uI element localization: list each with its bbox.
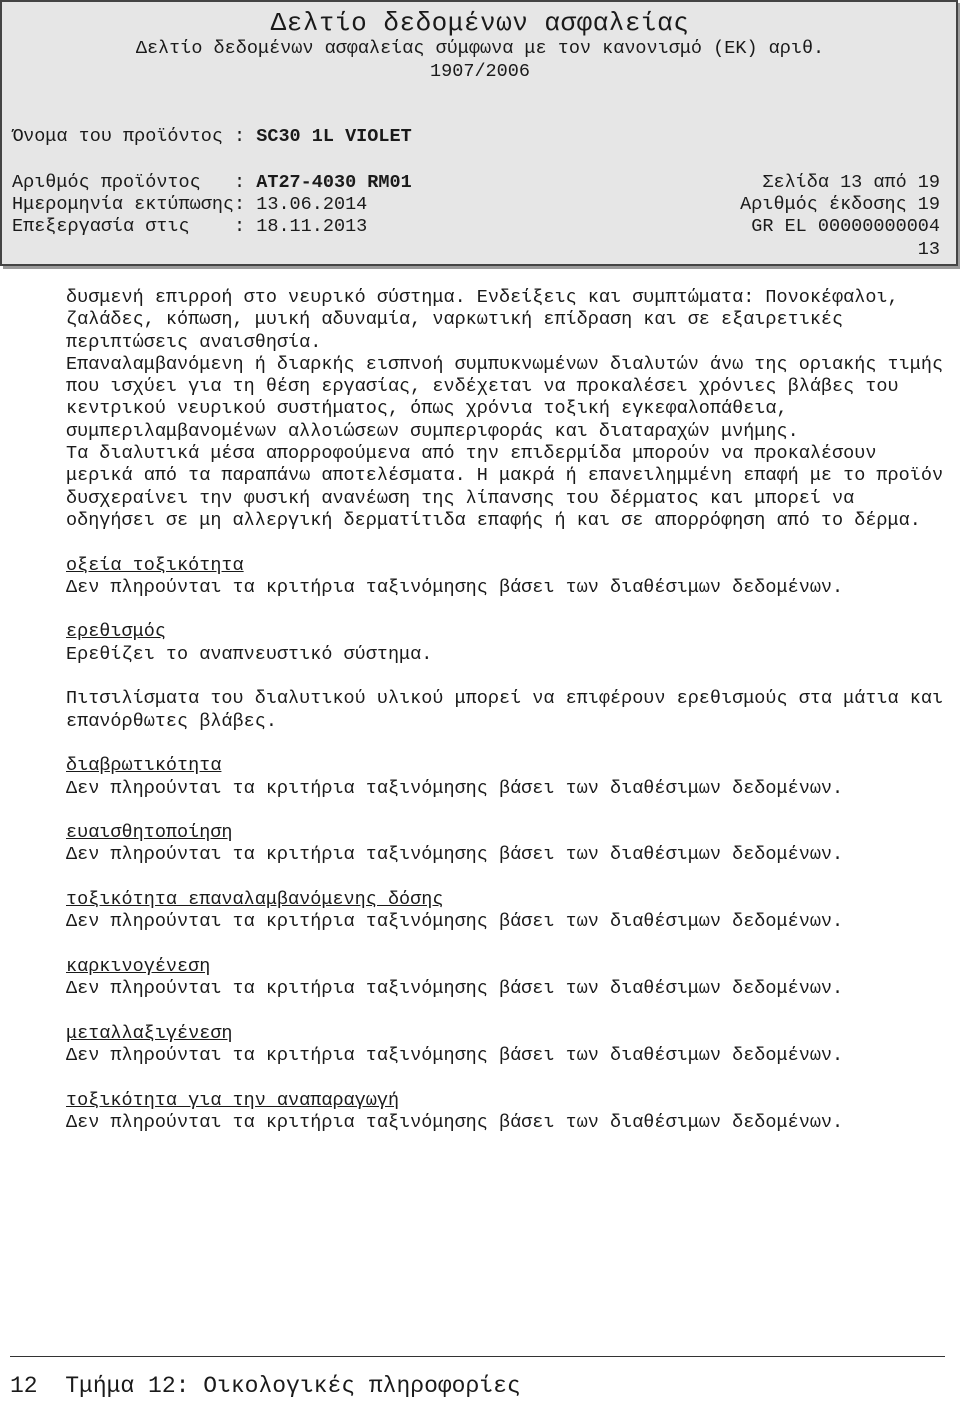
section-repeated-dose-toxicity — [66, 889, 946, 934]
section-reproductive-toxicity — [66, 1090, 946, 1135]
section-text: Δεν πληρούνται τα κριτήρια ταξινόμησης βάσει των διαθέσιμων δεδομένων. — [66, 576, 844, 598]
product-number-row — [12, 172, 412, 194]
section-text: Δεν πληρούνται τα κριτήρια ταξινόμησης βάσει των διαθέσιμων δεδομένων. — [66, 1045, 844, 1067]
section-heading: μεταλλαξιγένεση — [66, 1022, 233, 1044]
section-text: Πιτσιλίσματα του διαλυτικού υλικού μπορεί να επιφέρουν ερεθισμούς στα μάτια και επανόρθωτες βλάβες. — [66, 688, 944, 732]
page-info: Σελίδα 13 από 19 — [762, 172, 940, 193]
product-number-value: AT27-4030 RM01 — [256, 172, 412, 193]
issue-date-label: Ημερομηνία εκτύπωσης: — [12, 194, 257, 215]
locale-code-continued: 13 — [917, 239, 940, 260]
section-heading: ερεθισμός — [66, 621, 166, 643]
revision-value: 18.11.2013 — [256, 216, 368, 237]
section-heading: διαβρωτικότητα — [66, 755, 222, 777]
section-irritation — [66, 621, 946, 666]
section-heading: καρκινογένεση — [66, 955, 211, 977]
version-info: Αριθμός έκδοσης 19 — [740, 194, 940, 215]
product-name-value: SC30 1L VIOLET — [256, 126, 412, 147]
section-number: 12 — [10, 1373, 38, 1399]
section-eye-irritation — [66, 688, 946, 733]
section-text: Ερεθίζει το αναπνευστικό σύστημα. — [66, 643, 433, 665]
document-body — [66, 287, 946, 1134]
product-name-row — [12, 126, 412, 148]
subtitle-line-1: Δελτίο δεδομένων ασφαλείας σύμφωνα με τον κανονισμό (ΕΚ) αριθ. — [135, 38, 825, 59]
intro-paragraph-2: Επαναλαμβανόμενη ή διαρκής εισπνοή συμπυκνωμένων διαλυτών άνω της οριακής τιμής που ισχύει για τη θέση εργασίας, ενδέχεται να προκαλέσει χρόνιες βλάβες του κεντρικού νευρικού συστήματος, όπως χρόνια τοξική εγκεφαλοπάθεια, συμπεριλαμβανομένων αλλοιώσεων συμπεριφοράς και διαταραχών μνήμης. — [66, 353, 944, 442]
section-text: Δεν πληρούνται τα κριτήρια ταξινόμησης βάσει των διαθέσιμων δεδομένων. — [66, 978, 844, 1000]
locale-code: GR EL 00000000004 — [751, 216, 940, 237]
section-heading: ευαισθητοποίηση — [66, 822, 233, 844]
section-acute-toxicity — [66, 555, 946, 600]
revision-label: Επεξεργασία στις : — [12, 216, 257, 237]
section-text: Δεν πληρούνται τα κριτήρια ταξινόμησης βάσει των διαθέσιμων δεδομένων. — [66, 844, 844, 866]
next-section-title — [10, 1372, 521, 1400]
section-divider — [10, 1356, 945, 1357]
section-mutagenicity — [66, 1023, 946, 1068]
section-heading: οξεία τοξικότητα — [66, 554, 244, 576]
subtitle-line-2: 1907/2006 — [430, 60, 530, 82]
section-corrosivity — [66, 755, 946, 800]
intro-paragraph-3: Τα διαλυτικά μέσα απορροφούμενα από την επιδερμίδα μπορούν να προκαλέσουν μερικά από τα παραπάνω αποτελέσματα. Η μακρά ή επανειλημμένη επαφή με το προϊόν δυσχεραίνει την φυσική ανανέωση της λίπανσης του δέρματος και μπορεί να οδηγήσει σε μη αλλεργική δερματίτιδα επαφής ή και σε απορρόφηση από το δέρμα. — [66, 443, 944, 531]
section-carcinogenicity — [66, 956, 946, 1001]
section-text: Δεν πληρούνται τα κριτήρια ταξινόμησης βάσει των διαθέσιμων δεδομένων. — [66, 911, 844, 933]
section-sensitisation — [66, 822, 946, 867]
document-title: Δελτίο δεδομένων ασφαλείας — [270, 8, 690, 38]
section-heading: τοξικότητα για την αναπαραγωγή — [66, 1089, 400, 1111]
product-name-label: Όνομα του προϊόντος : — [12, 126, 257, 147]
section-text: Δεν πληρούνται τα κριτήρια ταξινόμησης βάσει των διαθέσιμων δεδομένων. — [66, 777, 844, 799]
issue-date-row — [12, 194, 367, 216]
document-header — [0, 0, 958, 266]
document-subtitle — [2, 38, 958, 83]
section-heading: τοξικότητα επαναλαμβανόμενης δόσης — [66, 889, 444, 911]
issue-date-value: 13.06.2014 — [256, 194, 368, 215]
intro-paragraph-1: δυσμενή επιρροή στο νευρικό σύστημα. Ενδείξεις και συμπτώματα: Πονοκέφαλοι, ζαλάδες, κόπωση, μυική αδυναμία, ναρκωτική επίδραση και σε εξαιρετικές περιπτώσεις αναισθησία. — [66, 287, 899, 353]
section-text: Δεν πληρούνται τα κριτήρια ταξινόμησης βάσει των διαθέσιμων δεδομένων. — [66, 1111, 844, 1133]
product-number-label: Αριθμός προϊόντος : — [12, 172, 257, 193]
section-title-text: Τμήμα 12: Οικολογικές πληροφορίες — [65, 1373, 521, 1399]
revision-row — [12, 216, 367, 238]
